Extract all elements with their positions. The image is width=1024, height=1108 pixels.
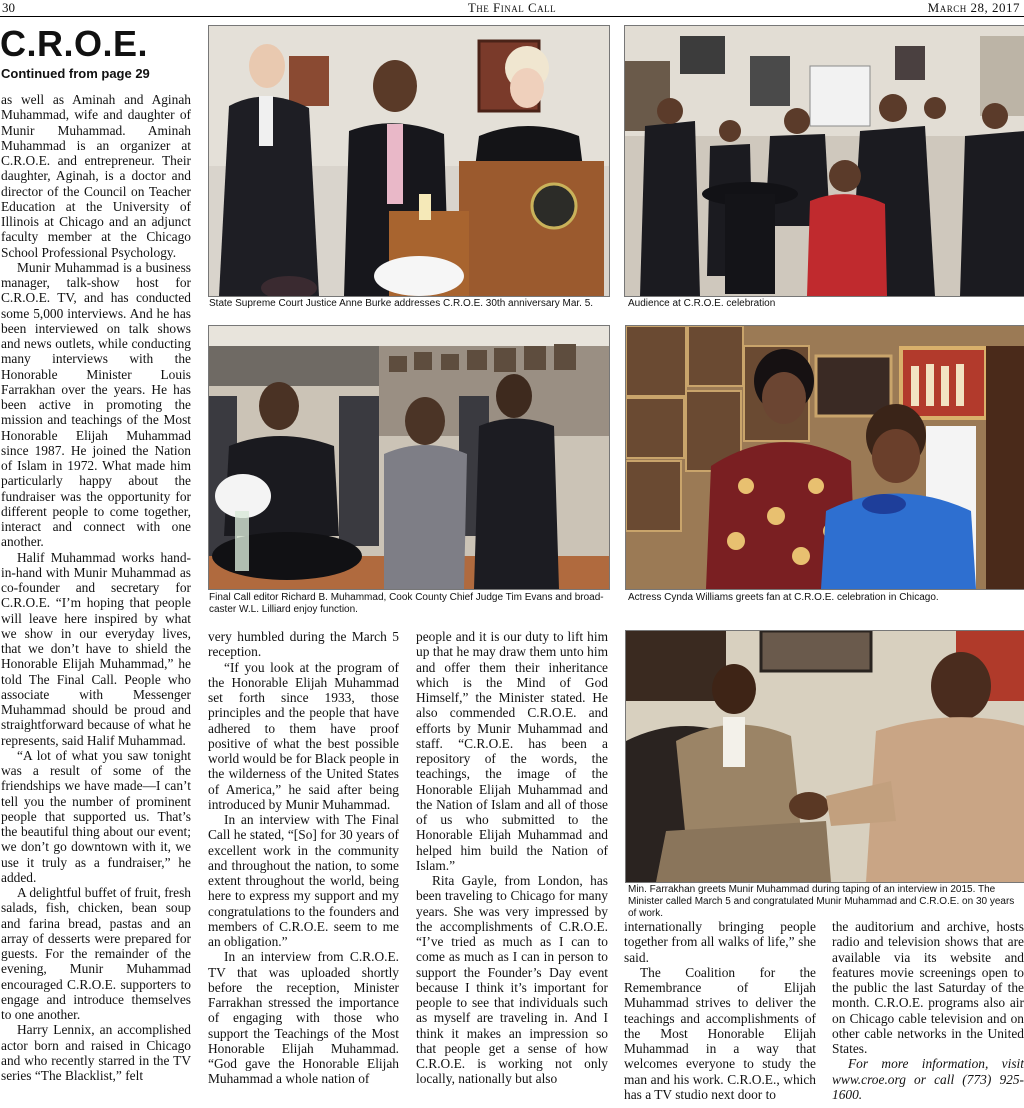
article-column-5 [832,919,1024,1108]
paragraph: Halif Muhammad works hand-in-hand with Munir Muhammad as co-founder and secretary for C.R.O.E. “I’m hoping that people will leave here inspired by what we show in our everyday lives, that we don’t have to shield the Honorable Elijah Muhammad,” he told The Final Call. People who associate with Messenger Muhammad should be proud and straightforward because of what he represents, said Halif Muhammad. [1,549,191,748]
paragraph: In an interview from C.R.O.E. TV that was uploaded shortly before the reception, Minister Farrakhan stressed the importance of engaging with those who support the Teachings of the Most Honorable Elijah Muhammad. “God gave the Honorable Elijah Muhammad a whole nation of [208,949,399,1087]
paragraph: as well as Aminah and Aginah Muhammad, wife and daughter of Munir Muhammad. Aminah Muhammad is an organizer at C.R.O.E. and entrepreneur. Their daughter, Aginah, is a doctor and director of the Council on Teacher Education at the University of Illinois at Chicago and an adjunct faculty member at the Chicago School Professional Psychology. [1,92,191,260]
article-column-1 [1,92,191,1108]
paragraph: internationally bringing people together from all walks of life,” she said. [624,919,816,965]
paragraph: A delightful buffet of fruit, fresh salads, fish, chicken, bean soup and farina bread, pastas and an array of desserts were prepared for guests. For the remainder of the evening, Munir Muhammad encouraged C.R.O.E. supporters to engage and introduce themselves to one another. [1,885,191,1022]
photo-caption: Final Call editor Richard B. Muhammad, Cook County Chief Judge Tim Evans and broad-caster W.L. Lilliard enjoy function. [209,592,604,615]
photo-caption: Min. Farrakhan greets Munir Muhammad during taping of an interview in 2015. The Minister called March 5 and congratulated Munir Muhammad and C.R.O.E. on 30 years of work. [628,884,1015,919]
paragraph: Munir Muhammad is a business manager, talk-show host for C.R.O.E. TV, and has conducted some 5,000 interviews. And he has been interviewed on talk shows and news outlets, while conducting many interviews with the Honorable Minister Louis Farrakhan over the years. He has been active in promoting the mission and teachings of the Most Honorable Elijah Muhammad since 1987. He joined the Nation of Islam in 1972. What made him particularly happy about the fundraiser was the opportunity for different people to come together, interact and connect with one another. [1,259,191,550]
article-headline: C.R.O.E. [0,23,149,64]
paragraph: Harry Lennix, an accomplished actor born and raised in Chicago and who recently starred in the TV series “The Blacklist,” felt [1,1022,191,1083]
paragraph: “A lot of what you saw tonight was a result of some of the friendships we have made—I can’t tell you the number of prominent people that supported us. That’s the beautiful thing about our event; we don’t go downtown with it, we use it truly as a fundraiser,” he added. [1,747,191,885]
paragraph: the auditorium and archive, hosts radio and television shows that are available via its website and features movie screenings open to the public the last Saturday of the month. C.R.O.E. programs also air on Chicago cable television and on other cable networks in the United States. [832,919,1024,1056]
contact-info: For more information, visit www.croe.org or call (773) 925-1600. [832,1056,1024,1102]
photo-farrakhan-munir [625,630,1024,883]
publication-name: The Final Call [467,0,557,15]
photo-editor-judge [208,325,610,590]
header-rule [0,16,1024,17]
photo-actress-fan [625,325,1024,590]
paragraph: The Coalition for the Remembrance of Elijah Muhammad strives to deliver the teachings and accomplishments of the Most Honorable Elijah Muhammad in a way that welcomes everyone to study the man and his work. C.R.O.E., which has a TV studio next door to [624,964,816,1102]
issue-date: March 28, 2017 [927,0,1020,15]
article-column-3 [416,629,608,1108]
continued-line: Continued from page 29 [1,66,150,81]
article-column-2 [208,629,399,1108]
photo-justice-burke [208,25,610,297]
article-column-4 [624,919,816,1108]
paragraph: people and it is our duty to lift him up that he may draw them unto him and offer them their inheritance which is the Mind of God Himself,” the Minister stated. He also commended C.R.O.E. and efforts by Munir Muhammad and staff. “C.R.O.E. has been a repository of the words, the teachings, the image of the Honorable Elijah Muhammad and the Nation of Islam and all of those of us who submitted to the Honorable Elijah Muhammad and helped him build the Nation of Islam.” [416,629,608,873]
photo-caption: Audience at C.R.O.E. celebration [628,298,776,309]
page-number: 30 [2,0,15,15]
photo-caption: Actress Cynda Williams greets fan at C.R.O.E. celebration in Chicago. [628,592,939,603]
photo-caption: State Supreme Court Justice Anne Burke addresses C.R.O.E. 30th anniversary Mar. 5. [209,298,594,309]
paragraph: Rita Gayle, from London, has been traveling to Chicago for many years. She was very impressed by the accomplishments of C.R.O.E. “I’ve tried as much as I can to come as much as I can in person to support the Founder’s Day event because I think it’s important for people to see that individuals such as myself are traveling in. And I think it makes an impression so that people get a sense of how C.R.O.E. is working not only locally, nationally but also [416,873,608,1087]
paragraph: very humbled during the March 5 reception. [208,629,399,660]
paragraph: In an interview with The Final Call he stated, “[So] for 30 years of excellent work in the community and throughout the nation, to some extent throughout the world, being here to express my support and my congratulations to the founders and members of C.R.O.E. seem to me an obligation.” [208,812,399,949]
photo-audience [624,25,1024,297]
paragraph: “If you look at the program of the Honorable Elijah Muhammad set forth since 1933, those principles and the people that have adhered to them have proof positive of what the best possible world would be for Black people in the wilderness of the United States of America,” he said after being introduced by Munir Muhammad. [208,659,399,812]
